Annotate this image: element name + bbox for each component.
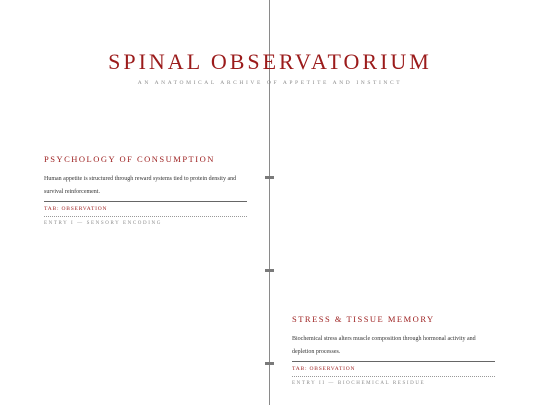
spine-tick-marker — [265, 269, 274, 272]
spine-tick-marker — [265, 176, 274, 179]
entry-card-psychology — [44, 154, 247, 226]
entry-card-stress — [292, 314, 495, 386]
entry-tab-link[interactable]: TAB: OBSERVATION — [292, 366, 495, 377]
page-title: SPINAL OBSERVATORIUM — [108, 49, 432, 74]
entry-tab-link[interactable]: TAB: OBSERVATION — [44, 206, 247, 217]
entry-meta: ENTRY II — BIOCHEMICAL RESIDUE — [292, 381, 426, 386]
entry-body: Biochemical stress alters muscle composition through hormonal activity and depletion processes. — [292, 333, 495, 362]
entry-heading: STRESS & TISSUE MEMORY — [292, 314, 435, 324]
entry-body: Human appetite is structured through reward systems tied to protein density and survival reinforcement. — [44, 173, 247, 202]
entry-meta: ENTRY I — SENSORY ENCODING — [44, 221, 162, 226]
page-subtitle: AN ANATOMICAL ARCHIVE OF APPETITE AND INSTINCT — [137, 80, 403, 86]
page-header — [0, 50, 540, 86]
spine-tick-marker — [265, 362, 274, 365]
entry-heading: PSYCHOLOGY OF CONSUMPTION — [44, 154, 215, 164]
